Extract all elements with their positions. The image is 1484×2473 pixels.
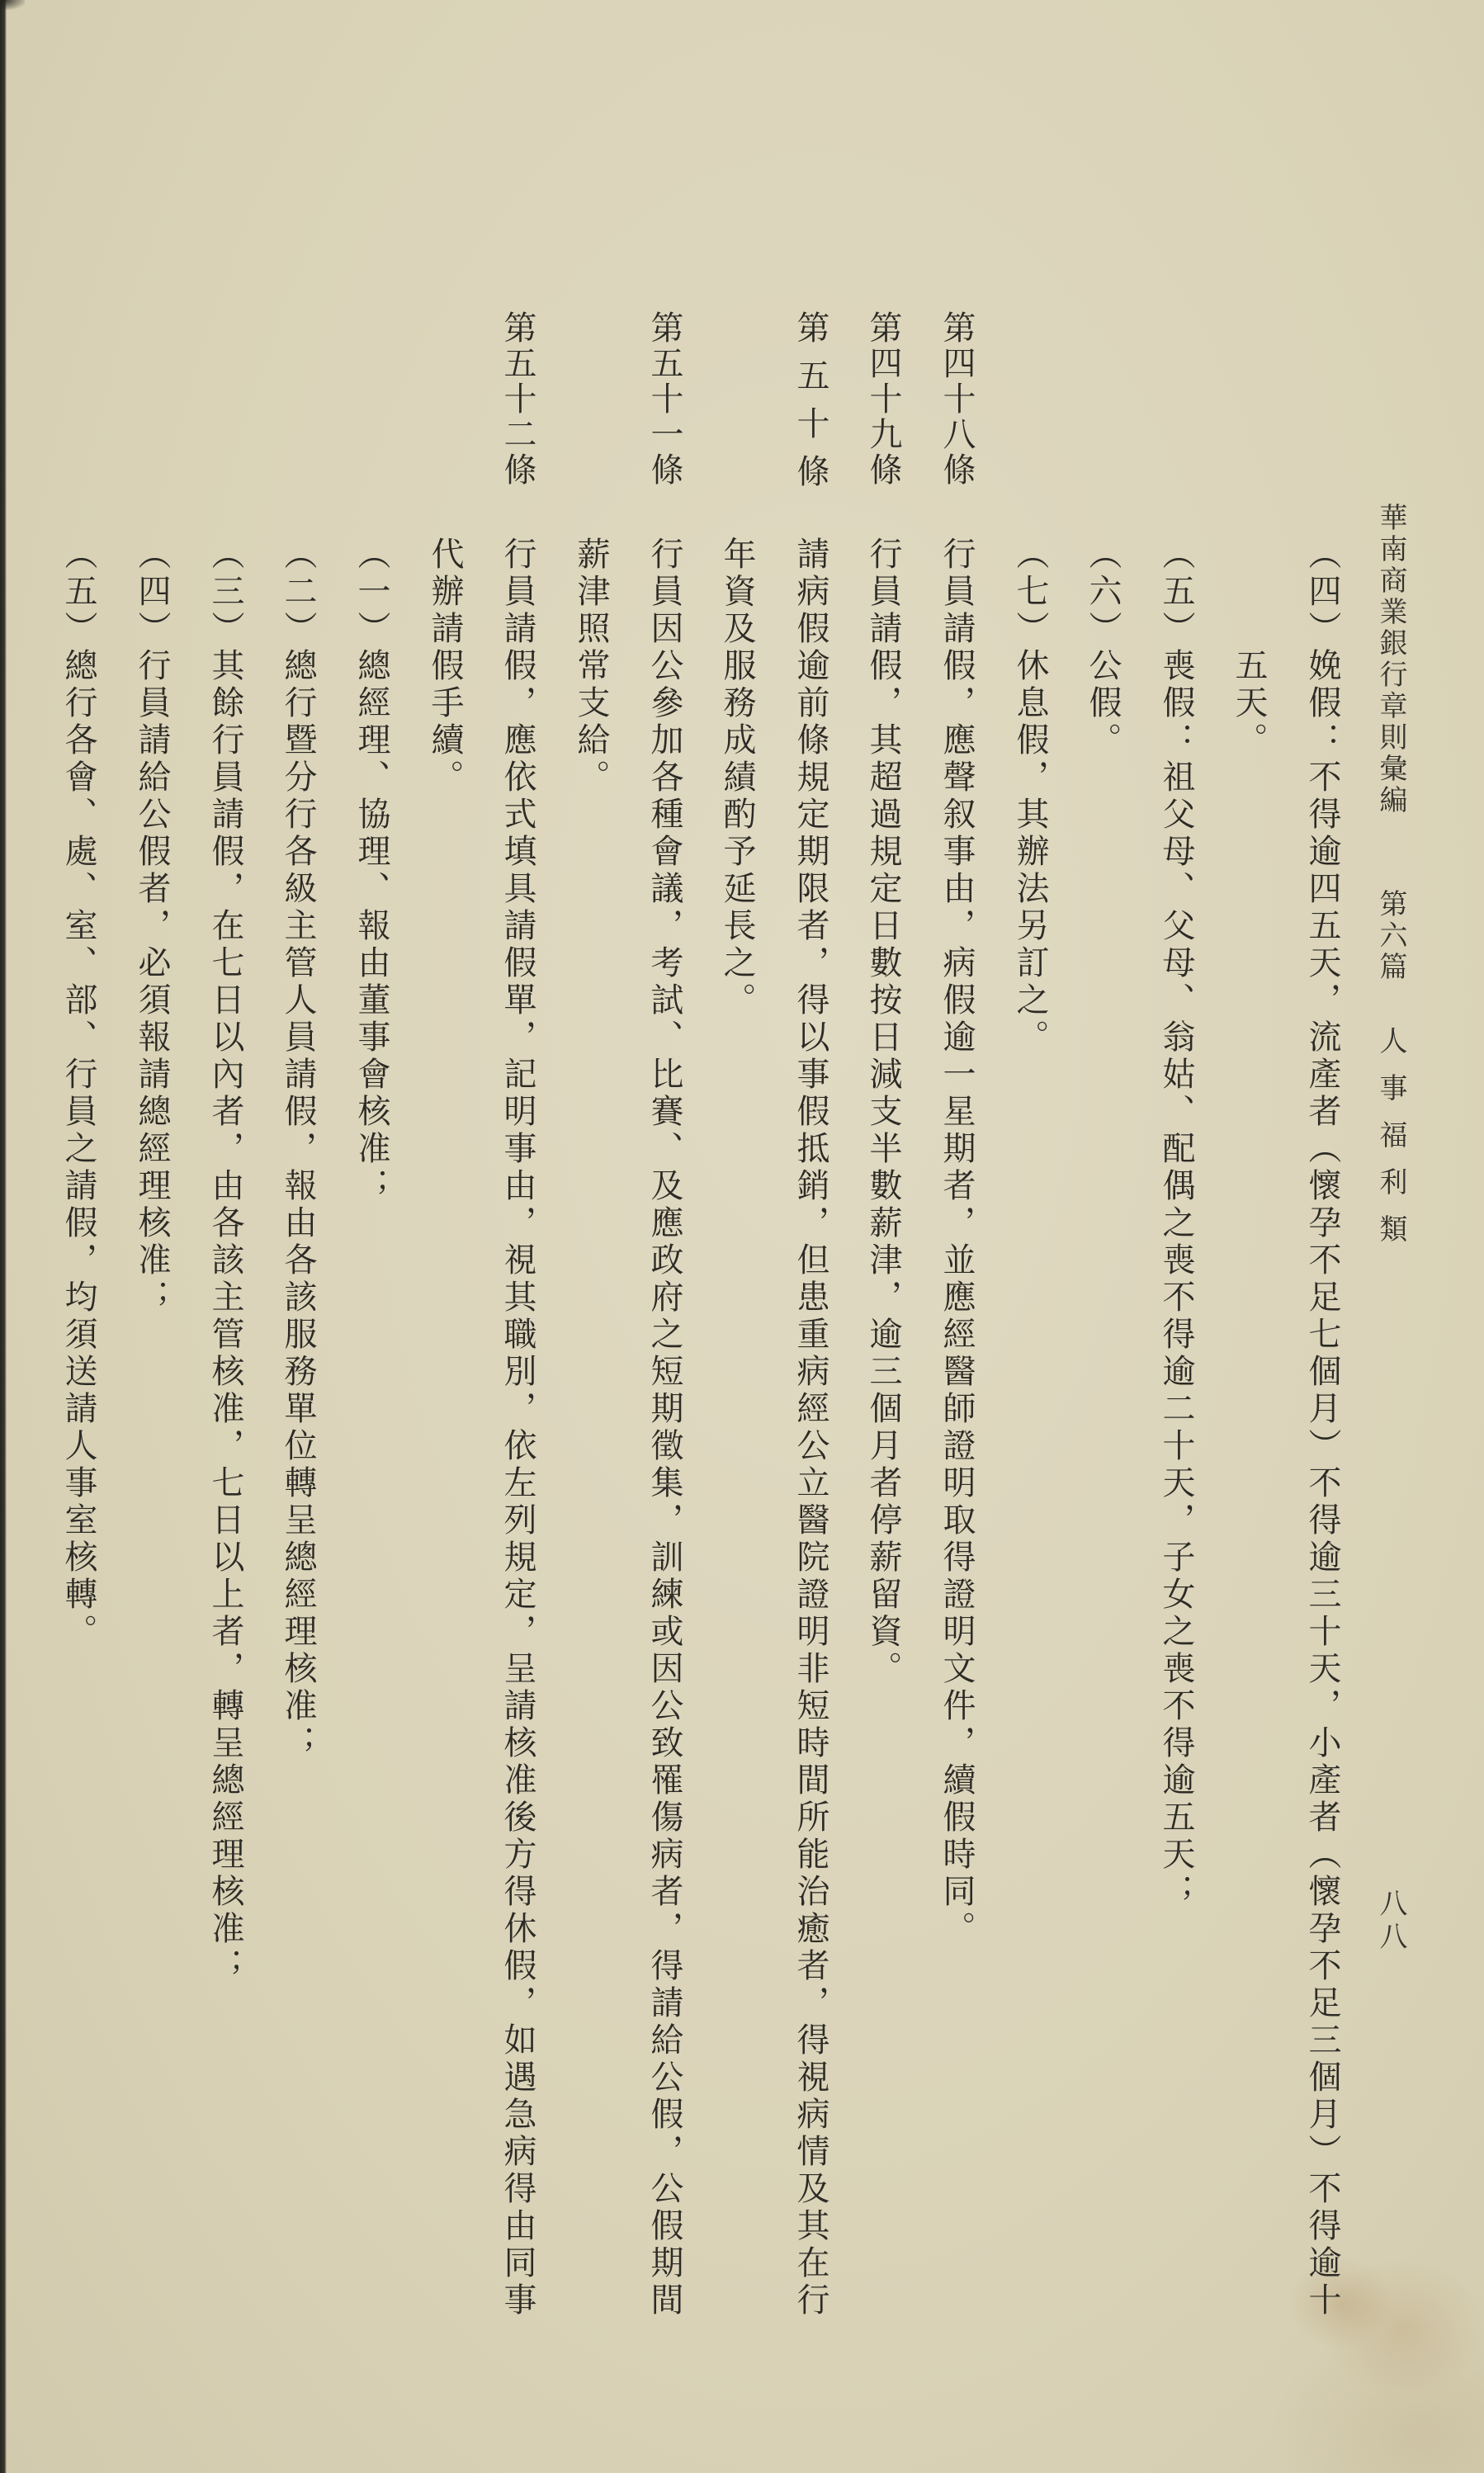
item-label: （六） <box>1084 537 1122 648</box>
item-text-continued: 五天。 <box>1230 648 1268 759</box>
rule-label: （四） <box>133 537 171 648</box>
article-text-continued: 薪津照常支給。 <box>572 537 610 797</box>
rule-text: 總行各會、處、室、部、行員之請假，均須送請人事室核轉。 <box>59 648 97 1651</box>
item-text: 喪假：祖父母、父母、翁姑、配偶之喪不得逾二十天，子女之喪不得逾五天； <box>1157 648 1195 1911</box>
book-title: 華南商業銀行章則彙編 <box>1374 503 1407 816</box>
article-number: 第五十一條 <box>645 310 683 488</box>
article-number: 第四十九條 <box>864 310 902 488</box>
part-title: 第六篇 <box>1374 889 1407 983</box>
article-text: 行員請假，應依式填具請假單，記明事由，視其職別，依左列規定，呈請核准後方得休假，如遇急病得由同事 <box>499 537 536 2319</box>
rule-text: 行員請給公假者，必須報請總經理核准； <box>133 648 171 1317</box>
page-number: 八八 <box>1374 1889 1407 1955</box>
article-text-continued: 年資及服務成績酌予延長之。 <box>718 537 756 1019</box>
category-title: 人事福利類 <box>1374 1026 1407 1261</box>
rule-text: 總經理、協理、報由董事會核准； <box>352 648 390 1205</box>
rule-label: （三） <box>206 537 244 648</box>
article-text: 行員請假，其超過規定日數按日減支半數薪津，逾三個月者停薪留資。 <box>864 537 902 1688</box>
rule-label: （五） <box>59 537 97 648</box>
binding-edge-shadow <box>0 0 7 2473</box>
item-text: 公假。 <box>1084 648 1122 759</box>
item-label: （四） <box>1303 537 1341 648</box>
rule-text: 其餘行員請假，在七日以內者，由各該主管核准，七日以上者，轉呈總經理核准； <box>206 648 244 1985</box>
item-text: 休息假，其辦法另訂之。 <box>1011 648 1049 1057</box>
rule-label: （二） <box>279 537 317 648</box>
rule-label: （一） <box>352 537 390 648</box>
article-number: 第五十條 <box>792 310 829 502</box>
rule-text: 總行暨分行各級主管人員請假，報由各該服務單位轉呈總經理核准； <box>279 648 317 1762</box>
article-text: 請病假逾前條規定期限者，得以事假抵銷，但患重病經公立醫院證明非短時間所能治癒者，得視病情及其在行 <box>792 537 829 2319</box>
article-text-continued: 代辦請假手續。 <box>426 537 464 797</box>
page-corner-shadow <box>0 0 25 10</box>
article-text: 行員請假，應聲叙事由，病假逾一星期者，並應經醫師證明取得證明文件，續假時同。 <box>938 537 976 1948</box>
article-number: 第五十二條 <box>499 310 536 488</box>
article-text: 行員因公參加各種會議，考試、比賽、及應政府之短期徵集，訓練或因公致罹傷病者，得請給公假，公假期間 <box>645 537 683 2319</box>
item-label: （五） <box>1157 537 1195 648</box>
item-text: 娩假：不得逾四五天，流產者（懷孕不足七個月）不得逾三十天，小產者（懷孕不足三個月）不得逾十 <box>1303 648 1341 2319</box>
item-label: （七） <box>1011 537 1049 648</box>
article-number: 第四十八條 <box>938 310 976 488</box>
